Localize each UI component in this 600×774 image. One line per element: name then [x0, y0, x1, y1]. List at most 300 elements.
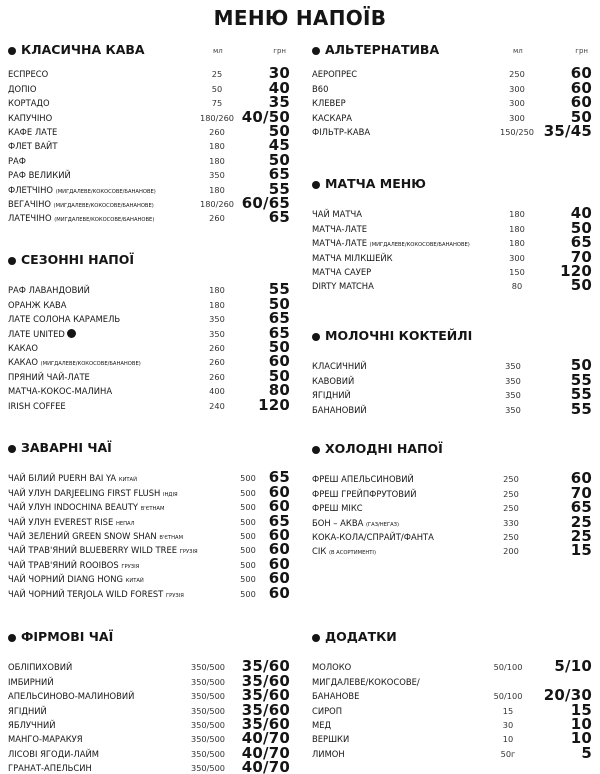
- item-name-text: МИГДАЛЕВЕ/КОКОСОВЕ/: [312, 676, 420, 687]
- item-name-text: ВЕГАЧІНО: [8, 198, 51, 209]
- item-volume: 350/500: [190, 763, 226, 774]
- item-name: [312, 253, 393, 263]
- item-price: 55: [570, 399, 592, 418]
- section-header: [8, 440, 290, 460]
- item-name-text: ЧАЙ ТРАВ'ЯНИЙ BLUEBERRY WILD TREE: [8, 545, 178, 556]
- bullet-dot-icon: [8, 634, 16, 642]
- item-volume: 350: [505, 375, 521, 386]
- item-name: [312, 691, 359, 701]
- item-price: 60: [268, 554, 290, 573]
- bullet-dot-icon: [8, 445, 16, 453]
- item-name-text: МАТЧА МІЛКШЕЙК: [312, 252, 393, 263]
- section-title: МАТЧА МЕНЮ: [325, 176, 426, 191]
- item-name-text: КАСКАРА: [312, 112, 352, 123]
- item-note: (МИГДАЛЕВЕ/КОКОСОВЕ/БАНАНОВЕ): [53, 202, 154, 209]
- item-name-text: ЧАЙ БІЛИЙ PUERH BAI YA: [8, 473, 117, 484]
- item-price: 60: [268, 569, 290, 588]
- item-name: [8, 84, 37, 94]
- item-volume: 350: [505, 361, 521, 372]
- item-name: [8, 531, 183, 541]
- item-volume: 180: [209, 285, 225, 296]
- section-title: СЕЗОННІ НАПОЇ: [21, 252, 135, 267]
- item-name-text: ЛАТЕЧІНО: [8, 213, 52, 224]
- item-volume: 330: [503, 517, 519, 528]
- item-name: [312, 267, 371, 277]
- item-name: [8, 357, 141, 367]
- item-volume: 500: [240, 559, 256, 570]
- item-volume: 500: [240, 516, 256, 527]
- menu-item: [8, 569, 290, 588]
- item-name-text: АЕРОПРЕС: [312, 69, 358, 80]
- item-note: КИТАЙ: [118, 477, 137, 484]
- item-volume: 15: [502, 705, 514, 716]
- item-price: 60: [570, 78, 592, 97]
- item-name: [312, 98, 346, 108]
- menu-item: [8, 309, 290, 328]
- item-volume: 500: [240, 545, 256, 556]
- item-name: [312, 546, 376, 556]
- page-title: МЕНЮ НАПОЇВ: [213, 6, 387, 30]
- item-volume: 350/500: [190, 676, 226, 687]
- item-price: 35/60: [241, 686, 290, 705]
- section-title: ХОЛОДНІ НАПОЇ: [325, 441, 443, 456]
- item-volume: 350: [209, 328, 225, 339]
- menu-item: [312, 121, 592, 140]
- item-name-text: АПЕЛЬСИНОВО-МАЛИНОВИЙ: [8, 691, 135, 702]
- item-name-text: ВЕРШКИ: [312, 734, 350, 745]
- section-header: [8, 252, 290, 272]
- item-name-text: КАПУЧІНО: [8, 112, 53, 123]
- item-volume: 150: [509, 266, 525, 277]
- menu-item: [312, 498, 592, 517]
- item-name: [312, 127, 370, 137]
- bullet-dot-icon: [312, 181, 320, 189]
- menu-item: [8, 107, 290, 126]
- item-note: КИТАЙ: [125, 578, 144, 585]
- price-column-label: грн: [575, 47, 588, 55]
- item-name-text: ЛАТЕ СОЛОНА КАРАМЕЛЬ: [8, 314, 121, 325]
- item-price: 60: [268, 352, 290, 371]
- menu-item: [8, 165, 290, 184]
- item-volume: 250: [503, 531, 519, 542]
- item-note: ІНДІЯ: [163, 491, 178, 498]
- item-volume: 500: [240, 574, 256, 585]
- menu-item: [312, 729, 592, 748]
- item-name: [8, 662, 72, 672]
- menu-items: [8, 659, 290, 774]
- item-volume: 180: [209, 299, 225, 310]
- item-name-text: МАТЧА-ЛАТЕ: [312, 238, 367, 249]
- item-name: [312, 706, 342, 716]
- item-note: (МИГДАЛЕВЕ/КОКОСОВЕ/БАНАНОВЕ): [369, 242, 470, 249]
- section-classic-coffee: [8, 42, 290, 227]
- item-name-text: ФІЛЬТР-КАВА: [312, 126, 371, 137]
- item-volume: 350: [505, 404, 521, 415]
- menu-item: [8, 121, 290, 140]
- menu-item: [312, 247, 592, 266]
- item-name: [312, 209, 362, 219]
- menu-item: [8, 337, 290, 356]
- item-price: 50: [570, 218, 592, 237]
- item-name-text: ЯБЛУЧНИЙ: [8, 719, 56, 730]
- menu-items: [312, 469, 592, 560]
- item-price: 65: [268, 511, 290, 530]
- item-price: 25: [570, 512, 592, 531]
- item-name-text: ПРЯНИЙ ЧАЙ-ЛАТЕ: [8, 371, 90, 382]
- item-volume: 350/500: [190, 691, 226, 702]
- item-price: 50: [570, 356, 592, 375]
- menu-item: [312, 204, 592, 223]
- menu-item: [8, 280, 290, 299]
- item-name-text: ЛАТЕ UNITED: [8, 328, 65, 339]
- section-header: [312, 176, 592, 196]
- item-price: 60: [268, 583, 290, 602]
- item-volume: 80: [511, 281, 523, 292]
- item-volume: 300: [509, 83, 525, 94]
- item-name: [312, 662, 351, 672]
- item-name-text: ЧАЙ УЛУН DARJEELING FIRST FLUSH: [8, 487, 161, 498]
- item-price: 55: [570, 385, 592, 404]
- item-name: [8, 185, 156, 195]
- item-name-text: ФРЕШ ГРЕЙПФРУТОВИЙ: [312, 488, 417, 499]
- section-cold-drinks: [312, 441, 592, 560]
- item-name: [8, 589, 184, 599]
- item-price: 40/50: [241, 107, 290, 126]
- section-signature-teas: [8, 629, 290, 774]
- item-price: 60: [570, 64, 592, 83]
- item-name-text: КЛАСИЧНИЙ: [312, 361, 367, 372]
- menu-item: [312, 64, 592, 83]
- menu-item: [8, 497, 290, 516]
- item-price: 30: [268, 64, 290, 83]
- section-seasonal-drinks: [8, 252, 290, 412]
- menu-items: [8, 282, 290, 412]
- item-name-text: ЧАЙ МАТЧА: [312, 209, 362, 220]
- item-name: [8, 734, 83, 744]
- item-name-text: ЯГІДНИЙ: [8, 705, 47, 716]
- item-name: [8, 98, 50, 108]
- item-volume: 260: [209, 126, 225, 137]
- menu-item: [8, 78, 290, 97]
- item-name: [312, 734, 349, 744]
- menu-item: [8, 540, 290, 559]
- menu-item: [312, 276, 592, 295]
- item-name-text: ФЛЕТ ВАЙТ: [8, 141, 58, 152]
- item-name-text: РАФ ЛАВАНДОВИЙ: [8, 285, 90, 296]
- item-price: 65: [268, 165, 290, 184]
- item-price: 20/30: [543, 686, 592, 705]
- item-volume: 50/100: [493, 662, 523, 673]
- menu-item: [8, 395, 290, 414]
- menu-items: [8, 64, 290, 227]
- item-name: [312, 489, 417, 499]
- menu-item: [312, 385, 592, 404]
- item-name: [8, 300, 67, 310]
- item-price: 65: [268, 468, 290, 487]
- item-volume: 250: [503, 503, 519, 514]
- item-price: 5/10: [554, 657, 592, 676]
- item-name: [8, 113, 52, 123]
- item-name: [312, 677, 420, 687]
- item-name-text: ЧАЙ УЛУН EVEREST RISE: [8, 516, 114, 527]
- item-name-text: БОН – АКВА: [312, 517, 364, 528]
- menu-item: [312, 469, 592, 488]
- section-title: МОЛОЧНІ КОКТЕЙЛІ: [325, 328, 473, 343]
- menu-item: [312, 483, 592, 502]
- item-name: [8, 69, 48, 79]
- item-name-text: ЛІСОВІ ЯГОДИ-ЛАЙМ: [8, 748, 99, 759]
- item-name-text: МАТЧА-ЛАТЕ: [312, 223, 367, 234]
- item-name: [8, 473, 137, 483]
- item-name-text: КАФЕ ЛАТЕ: [8, 126, 58, 137]
- item-name: [8, 763, 92, 773]
- item-price: 55: [268, 179, 290, 198]
- item-price: 15: [570, 541, 592, 560]
- item-name-text: МАТЧА САУЕР: [312, 266, 372, 277]
- menu-item: [8, 525, 290, 544]
- item-price: 35/60: [241, 671, 290, 690]
- item-name-text: МОЛОКО: [312, 662, 352, 673]
- item-name: [8, 285, 90, 295]
- item-name: [312, 84, 328, 94]
- bullet-dot-icon: [312, 446, 320, 454]
- item-volume: 180: [209, 141, 225, 152]
- item-name: [312, 224, 367, 234]
- item-volume: 500: [240, 588, 256, 599]
- item-volume: 500: [240, 473, 256, 484]
- item-name-text: ЧАЙ ЧОРНИЙ TERJOLA WILD FOREST: [8, 588, 164, 599]
- menu-item: [312, 93, 592, 112]
- item-volume: 500: [240, 530, 256, 541]
- item-volume: 260: [209, 371, 225, 382]
- item-name: [312, 69, 357, 79]
- menu-item: [312, 700, 592, 719]
- item-name-text: ДОПІО: [8, 83, 37, 94]
- item-volume: 350/500: [190, 734, 226, 745]
- section-matcha-menu: [312, 176, 592, 295]
- menu-item: [8, 468, 290, 487]
- item-volume: 260: [209, 357, 225, 368]
- item-volume: 350/500: [190, 705, 226, 716]
- item-price: 65: [268, 309, 290, 328]
- item-name-text: ЧАЙ ТРАВ'ЯНИЙ ROOIBOS: [8, 559, 119, 570]
- item-name-text: КАКАО: [8, 357, 38, 368]
- item-name-text: DIRTY MATCHA: [312, 281, 374, 292]
- ml-column-label: мл: [513, 47, 523, 55]
- item-volume: 240: [209, 400, 225, 411]
- item-price: 120: [258, 395, 290, 414]
- section-title: ФІРМОВІ ЧАЇ: [21, 629, 114, 644]
- item-name-text: РАФ ВЕЛИКИЙ: [8, 170, 71, 181]
- menu-item: [312, 714, 592, 733]
- item-name: [8, 170, 71, 180]
- item-name: [312, 376, 354, 386]
- item-name: [8, 386, 112, 396]
- menu-items: [8, 470, 290, 600]
- section-header: [312, 42, 592, 62]
- menu-item: [312, 686, 592, 705]
- item-name-text: ФРЕШ МІКС: [312, 503, 363, 514]
- item-price: 65: [570, 233, 592, 252]
- section-title: ДОДАТКИ: [325, 629, 397, 644]
- item-price: 15: [570, 700, 592, 719]
- item-price: 60: [268, 497, 290, 516]
- item-name-text: СІК: [312, 546, 327, 557]
- item-volume: 500: [240, 502, 256, 513]
- item-volume: 300: [509, 252, 525, 263]
- item-name: [312, 390, 351, 400]
- item-name-text: ЕСПРЕСО: [8, 69, 49, 80]
- item-price: 80: [268, 381, 290, 400]
- item-note: НЕПАЛ: [115, 520, 135, 527]
- item-name: [312, 518, 399, 528]
- item-price: 10: [570, 714, 592, 733]
- section-header: [312, 328, 592, 348]
- section-title: КЛАСИЧНА КАВА: [21, 42, 145, 57]
- menu-items: [312, 659, 592, 760]
- item-volume: 260: [209, 342, 225, 353]
- item-price: 65: [570, 498, 592, 517]
- item-name: [8, 156, 26, 166]
- item-name-text: КАКАО: [8, 342, 38, 353]
- item-name: [312, 405, 367, 415]
- item-note: (В АСОРТИМЕНТІ): [328, 550, 376, 557]
- menu-item: [312, 399, 592, 418]
- item-volume: 25: [211, 69, 223, 80]
- item-name: [8, 213, 154, 223]
- bullet-dot-icon: [8, 47, 16, 55]
- item-name: [8, 127, 57, 137]
- item-name-text: БАНАНОВИЙ: [312, 404, 367, 415]
- item-name: [8, 141, 57, 151]
- bullet-dot-icon: [312, 333, 320, 341]
- item-name: [8, 691, 134, 701]
- menu-item: [8, 323, 290, 342]
- item-name-text: ЛИМОН: [312, 748, 345, 759]
- item-volume: 180: [509, 223, 525, 234]
- item-name: [8, 706, 47, 716]
- section-milkshakes: [312, 328, 592, 416]
- item-name: [8, 488, 178, 498]
- item-volume: 10: [502, 734, 514, 745]
- item-price: 60: [570, 469, 592, 488]
- item-note: (МИГДАЛЕВЕ/КОКОСОВЕ/БАНАНОВЕ): [40, 361, 141, 368]
- item-name: [8, 677, 54, 687]
- menu-item: [8, 511, 290, 530]
- item-name-text: В60: [312, 83, 329, 94]
- item-note: В'ЄТНАМ: [159, 534, 184, 541]
- menu-item: [312, 541, 592, 560]
- item-name: [8, 401, 66, 411]
- item-name: [8, 517, 134, 527]
- section-header: [312, 441, 592, 461]
- item-note: (МИГДАЛЕВЕ/КОКОСОВЕ/БАНАНОВЕ): [55, 188, 156, 195]
- item-price: 65: [268, 208, 290, 227]
- item-volume: 350/500: [190, 719, 226, 730]
- item-name-text: КЛЕВЕР: [312, 98, 346, 109]
- price-column-label: грн: [273, 47, 286, 55]
- item-volume: 180: [209, 155, 225, 166]
- item-price: 35/60: [241, 657, 290, 676]
- item-name: [312, 113, 352, 123]
- menu-item: [312, 370, 592, 389]
- item-name: [8, 372, 90, 382]
- menu-item: [312, 356, 592, 375]
- item-volume: 350: [209, 170, 225, 181]
- item-volume: 350/500: [190, 662, 226, 673]
- section-header: [8, 629, 290, 649]
- item-price: 60: [268, 540, 290, 559]
- item-price: 70: [570, 483, 592, 502]
- item-name-text: ОРАНЖ КАВА: [8, 299, 67, 310]
- item-name-text: ЯГІДНИЙ: [312, 390, 351, 401]
- menu-items: [312, 204, 592, 295]
- item-name-text: МАНГО-МАРАКУЯ: [8, 734, 83, 745]
- item-name-text: РАФ: [8, 155, 26, 166]
- menu-item: [312, 233, 592, 252]
- menu-item: [8, 554, 290, 573]
- item-volume: 350: [505, 390, 521, 401]
- item-note: (МИГДАЛЕВЕ/КОКОСОВЕ/БАНАНОВЕ): [54, 217, 155, 224]
- menu-item: [312, 261, 592, 280]
- menu-item: [8, 366, 290, 385]
- menu-item: [312, 743, 592, 762]
- item-name: [8, 749, 99, 759]
- menu-item: [8, 150, 290, 169]
- item-name-text: ЧАЙ ЧОРНИЙ DIANG HONG: [8, 574, 123, 585]
- item-price: 35/60: [241, 700, 290, 719]
- item-price: 60: [570, 93, 592, 112]
- menu-item: [312, 218, 592, 237]
- menu-item: [312, 526, 592, 545]
- menu-item: [8, 760, 290, 774]
- united-dot-icon: [67, 329, 76, 338]
- item-name-text: КОКА-КОЛА/СПРАЙТ/ФАНТА: [312, 531, 434, 542]
- item-price: 35: [268, 93, 290, 112]
- item-name-text: ФЛЕТЧІНО: [8, 184, 54, 195]
- menu-items: [312, 358, 592, 416]
- item-price: 50: [268, 366, 290, 385]
- item-price: 50: [570, 276, 592, 295]
- item-volume: 300: [509, 112, 525, 123]
- menu-items: [312, 66, 592, 138]
- menu-item: [8, 482, 290, 501]
- item-name: [312, 720, 331, 730]
- item-volume: 350/500: [190, 748, 226, 759]
- item-name: [312, 532, 434, 542]
- menu-item: [312, 657, 592, 676]
- item-price: 45: [268, 136, 290, 155]
- item-name: [8, 545, 198, 555]
- section-alternative: [312, 42, 592, 138]
- item-volume: 500: [240, 487, 256, 498]
- item-name: [312, 361, 367, 371]
- item-name-text: ОБЛІПИХОВИЙ: [8, 662, 73, 673]
- item-volume: 75: [211, 98, 223, 109]
- item-price: 25: [570, 526, 592, 545]
- item-name: [312, 503, 363, 513]
- item-name-text: СИРОП: [312, 705, 343, 716]
- menu-item: [312, 78, 592, 97]
- item-name: [8, 343, 38, 353]
- item-volume: 260: [209, 213, 225, 224]
- item-price: 50: [268, 337, 290, 356]
- item-price: 50: [268, 121, 290, 140]
- item-name: [312, 281, 374, 291]
- item-name: [8, 574, 144, 584]
- item-price: 50: [268, 150, 290, 169]
- item-price: 50: [268, 294, 290, 313]
